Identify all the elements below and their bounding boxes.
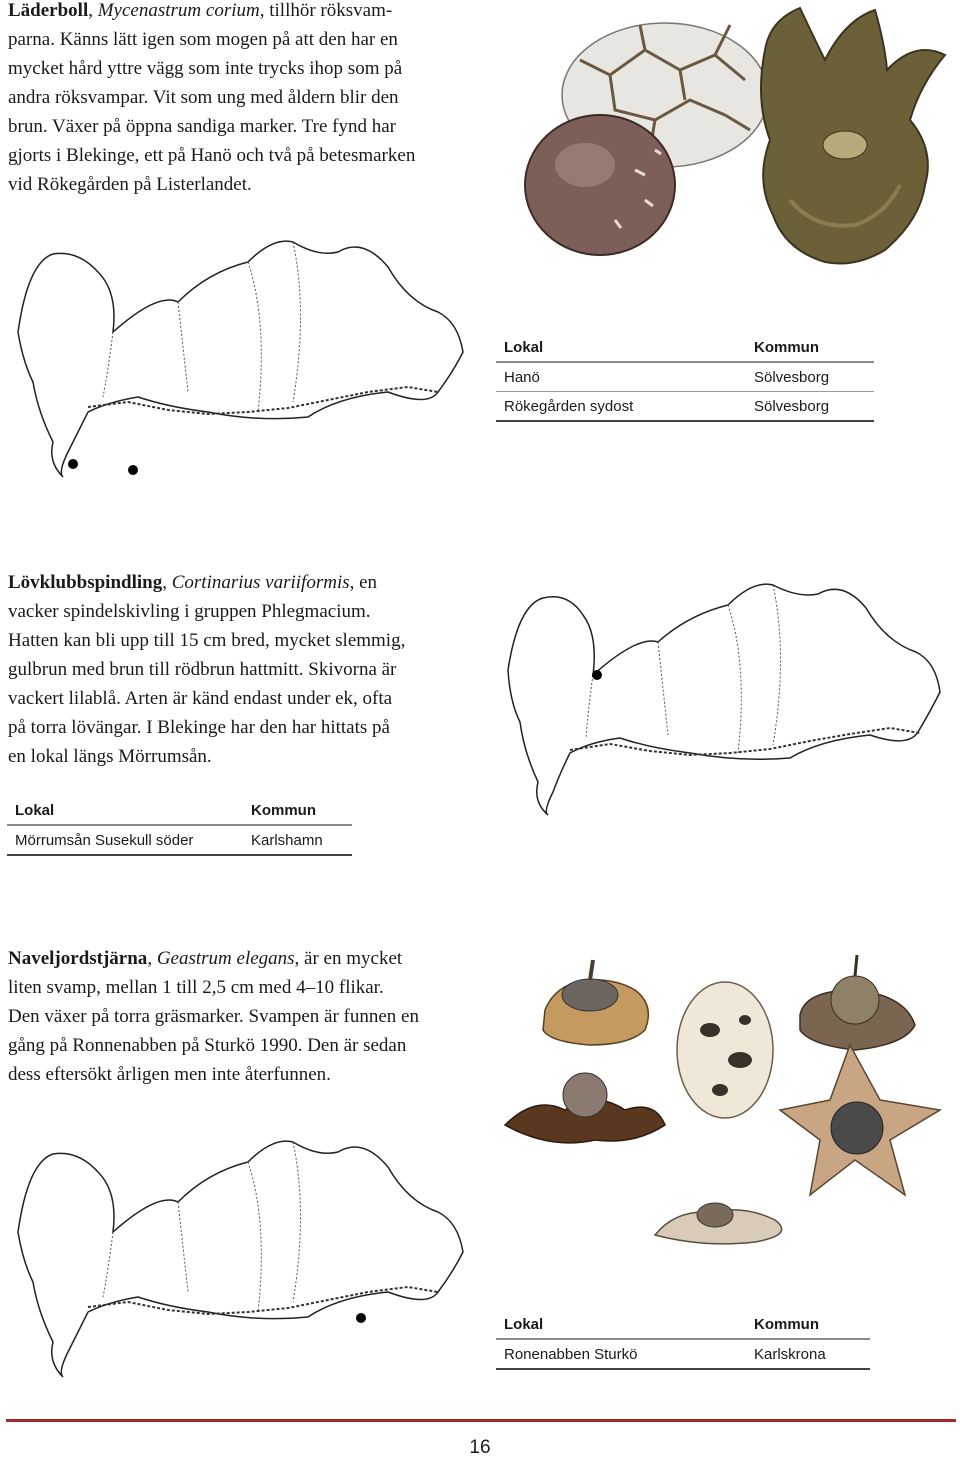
entry-line: Naveljordstjärna, Geastrum elegans, är en mycket xyxy=(8,948,403,969)
entry-line: andra röksvampar. Vit som ung med åldern blir den xyxy=(8,87,399,108)
locality-table-laderboll xyxy=(496,333,874,422)
table-row xyxy=(496,362,874,392)
entry-line: på torra lövängar. I Blekinge har den har hittats på xyxy=(8,717,390,738)
entry-line: vid Rökegården på Listerlandet. xyxy=(8,174,252,195)
table-row xyxy=(496,1339,870,1369)
entry-line: dess eftersökt årligen men inte återfunnen. xyxy=(8,1064,331,1085)
entry-line: gjorts i Blekinge, ett på Hanö och två på betesmarken xyxy=(8,145,416,166)
page-number: 16 xyxy=(469,1437,491,1458)
entry-text: , tillhör röksvam- xyxy=(259,0,393,21)
entry-line: mycket hård yttre vägg som inte trycks ihop som på xyxy=(8,58,403,79)
table-row xyxy=(496,392,874,422)
column-header-lokal: Lokal xyxy=(496,1310,746,1339)
table-cell: Rökegården sydost xyxy=(496,392,746,422)
entry-line: Hatten kan bli upp till 15 cm bred, mycket slemmig, xyxy=(8,630,406,651)
find-dot xyxy=(356,1313,366,1323)
locality-table-lovklubbspindling xyxy=(7,796,352,856)
laderboll-illustration xyxy=(515,0,960,275)
entry-line: Den växer på torra gräsmarker. Svampen är funnen en xyxy=(8,1006,419,1027)
entry-line: gulbrun med brun till rödbrun hattmitt. Skivorna är xyxy=(8,659,397,680)
column-header-lokal: Lokal xyxy=(496,333,746,362)
footer-rule xyxy=(6,1419,956,1422)
entry-line: vacker spindelskivling i gruppen Phlegmacium. xyxy=(8,601,371,622)
table-cell: Mörrumsån Susekull söder xyxy=(7,825,243,855)
species-latin: Geastrum elegans xyxy=(156,948,295,969)
distribution-map-laderboll xyxy=(8,232,478,482)
table-cell: Hanö xyxy=(496,362,746,392)
entry-line: liten svamp, mellan 1 till 2,5 cm med 4–10 flikar. xyxy=(8,977,384,998)
entry-line: gång på Ronnenabben på Sturkö 1990. Den är sedan xyxy=(8,1035,407,1056)
entry-line: Läderboll, Mycenastrum corium, tillhör röksvam- xyxy=(8,0,393,21)
species-latin: Mycenastrum corium xyxy=(97,0,260,21)
find-dot xyxy=(68,459,78,469)
table-cell: Ronenabben Sturkö xyxy=(496,1339,746,1369)
entry-lovklubbspindling-text xyxy=(8,568,478,771)
entry-line: Lövklubbspindling, Cortinarius variiformis, en xyxy=(8,572,378,593)
entry-laderboll-text xyxy=(8,0,478,199)
species-name: Naveljordstjärna xyxy=(8,948,148,969)
entry-line: brun. Växer på öppna sandiga marker. Tre fynd har xyxy=(8,116,396,137)
table-cell: Karlskrona xyxy=(746,1339,870,1369)
naveljordstjarna-illustration xyxy=(495,950,955,1255)
entry-naveljordstjarna-text xyxy=(8,944,478,1089)
species-latin: Cortinarius variiformis xyxy=(171,572,350,593)
species-name: Lövklubbspindling xyxy=(8,572,163,593)
entry-line: parna. Känns lätt igen som mogen på att den har en xyxy=(8,29,398,50)
distribution-map-lovklubbspindling xyxy=(498,570,953,820)
column-header-kommun: Kommun xyxy=(243,796,352,825)
locality-table-naveljordstjarna xyxy=(496,1310,870,1370)
column-header-kommun: Kommun xyxy=(746,1310,870,1339)
table-cell: Sölvesborg xyxy=(746,392,874,422)
table-row xyxy=(7,825,352,855)
distribution-map-naveljordstjarna xyxy=(8,1132,478,1382)
entry-text: , är en mycket xyxy=(294,948,403,969)
table-cell: Karlshamn xyxy=(243,825,352,855)
table-cell: Sölvesborg xyxy=(746,362,874,392)
entry-text: , en xyxy=(349,572,378,593)
entry-line: vackert lilablå. Arten är känd endast under ek, ofta xyxy=(8,688,393,709)
column-header-kommun: Kommun xyxy=(746,333,874,362)
column-header-lokal: Lokal xyxy=(7,796,243,825)
entry-line: en lokal längs Mörrumsån. xyxy=(8,746,212,767)
find-dot xyxy=(128,465,138,475)
find-dot xyxy=(592,670,602,680)
species-name: Läderboll xyxy=(8,0,89,21)
